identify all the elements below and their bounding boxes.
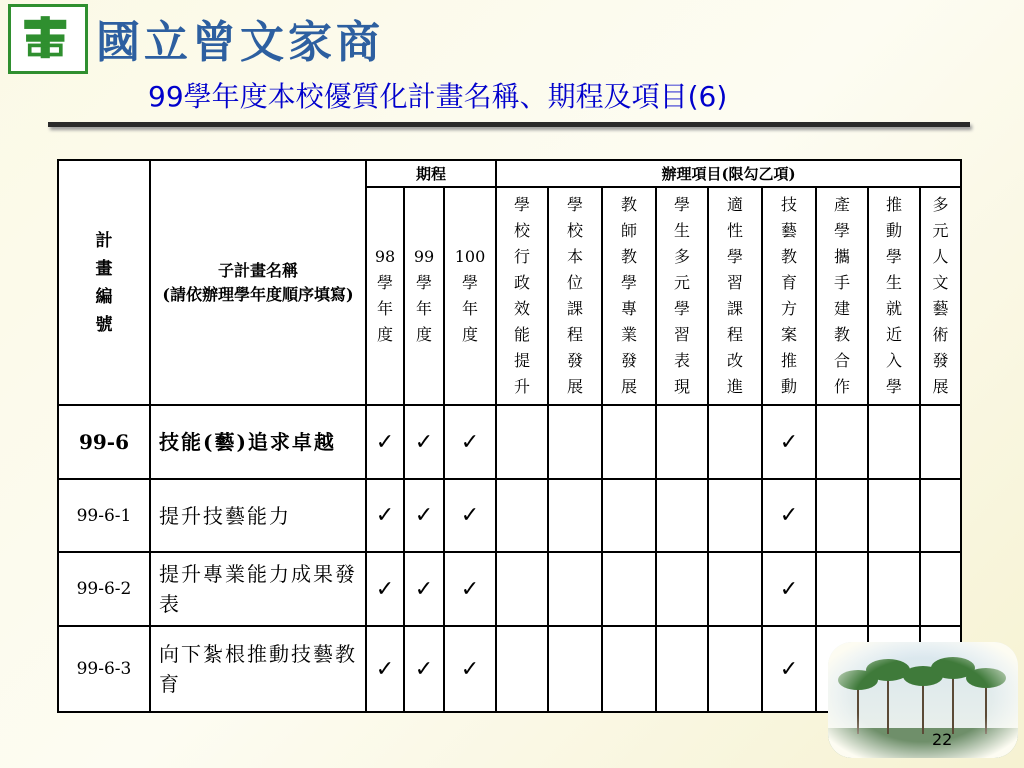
empty-cell <box>656 626 708 712</box>
item-header-4: 適 性 學 習 課 程 改 進 <box>708 187 762 405</box>
name-header-line: 子計畫名稱 <box>217 260 298 280</box>
check-icon: ✓ <box>444 552 496 626</box>
code-column-header <box>58 160 150 405</box>
empty-cell <box>548 626 602 712</box>
empty-cell <box>602 405 656 479</box>
empty-cell <box>868 479 920 552</box>
name-header-note: (請依辦理學年度順序填寫) <box>162 284 354 304</box>
plan-code-cell: 99-6-3 <box>58 626 150 712</box>
empty-cell <box>816 552 868 626</box>
page-title: 99學年度本校優質化計畫名稱、期程及項目(6) <box>148 80 728 113</box>
empty-cell <box>602 626 656 712</box>
check-icon: ✓ <box>404 479 444 552</box>
name-header-text <box>151 259 365 307</box>
empty-cell <box>920 405 961 479</box>
empty-cell <box>708 405 762 479</box>
check-icon: ✓ <box>444 626 496 712</box>
empty-cell <box>868 552 920 626</box>
empty-cell <box>602 552 656 626</box>
item-header-0: 學 校 行 政 效 能 提 升 <box>496 187 548 405</box>
campus-photo <box>828 642 1018 758</box>
plan-name-cell: 提升技藝能力 <box>150 479 366 552</box>
item-header-2: 教 師 教 學 專 業 發 展 <box>602 187 656 405</box>
empty-cell <box>816 405 868 479</box>
empty-cell <box>708 479 762 552</box>
palm-trees-photo-icon <box>828 642 1018 758</box>
empty-cell <box>496 552 548 626</box>
empty-cell <box>548 405 602 479</box>
empty-cell <box>656 479 708 552</box>
empty-cell <box>602 479 656 552</box>
logo-emblem-icon <box>11 7 85 71</box>
check-icon: ✓ <box>404 405 444 479</box>
check-icon: ✓ <box>366 479 404 552</box>
school-logo <box>8 4 88 74</box>
table-body <box>58 405 961 712</box>
items-group-header: 辦理項目(限勾乙項) <box>496 160 961 187</box>
year-header-0: 98 學 年 度 <box>366 187 404 405</box>
empty-cell <box>548 552 602 626</box>
plan-table-wrapper <box>57 159 962 713</box>
check-icon: ✓ <box>404 626 444 712</box>
year-header-1: 99 學 年 度 <box>404 187 444 405</box>
empty-cell <box>548 479 602 552</box>
plan-code-cell: 99-6 <box>58 405 150 479</box>
empty-cell <box>496 405 548 479</box>
empty-cell <box>868 405 920 479</box>
check-icon: ✓ <box>366 626 404 712</box>
plan-table <box>57 159 962 713</box>
item-header-6: 產 學 攜 手 建 教 合 作 <box>816 187 868 405</box>
table-row <box>58 552 961 626</box>
empty-cell <box>816 479 868 552</box>
school-name: 國立曾文家商 <box>96 17 384 68</box>
item-header-5: 技 藝 教 育 方 案 推 動 <box>762 187 816 405</box>
item-header-1: 學 校 本 位 課 程 發 展 <box>548 187 602 405</box>
plan-name-cell: 提升專業能力成果發表 <box>150 552 366 626</box>
table-row <box>58 479 961 552</box>
title-underline <box>48 122 970 127</box>
check-icon: ✓ <box>366 405 404 479</box>
check-icon: ✓ <box>444 405 496 479</box>
check-icon: ✓ <box>404 552 444 626</box>
empty-cell <box>496 479 548 552</box>
check-icon: ✓ <box>762 479 816 552</box>
empty-cell <box>920 479 961 552</box>
empty-cell <box>920 552 961 626</box>
empty-cell <box>656 405 708 479</box>
code-header-char: 編 <box>95 286 113 307</box>
empty-cell <box>656 552 708 626</box>
check-icon: ✓ <box>762 552 816 626</box>
empty-cell <box>708 626 762 712</box>
period-group-header: 期程 <box>366 160 496 187</box>
check-icon: ✓ <box>762 405 816 479</box>
plan-name-cell: 向下紮根推動技藝教育 <box>150 626 366 712</box>
empty-cell <box>708 552 762 626</box>
check-icon: ✓ <box>762 626 816 712</box>
empty-cell <box>496 626 548 712</box>
code-header-char: 號 <box>95 314 113 335</box>
plan-name-cell: 技能(藝)追求卓越 <box>150 405 366 479</box>
item-header-7: 推 動 學 生 就 近 入 學 <box>868 187 920 405</box>
table-row <box>58 405 961 479</box>
check-icon: ✓ <box>366 552 404 626</box>
plan-code-cell: 99-6-1 <box>58 479 150 552</box>
code-header-text <box>59 227 149 339</box>
code-header-char: 畫 <box>95 258 113 279</box>
item-header-8: 多 元 人 文 藝 術 發 展 <box>920 187 961 405</box>
name-column-header <box>150 160 366 405</box>
table-row <box>58 626 961 712</box>
item-header-3: 學 生 多 元 學 習 表 現 <box>656 187 708 405</box>
plan-code-cell: 99-6-2 <box>58 552 150 626</box>
page-number: 22 <box>932 730 953 749</box>
year-header-2: 100 學 年 度 <box>444 187 496 405</box>
code-header-char: 計 <box>95 230 113 251</box>
check-icon: ✓ <box>444 479 496 552</box>
